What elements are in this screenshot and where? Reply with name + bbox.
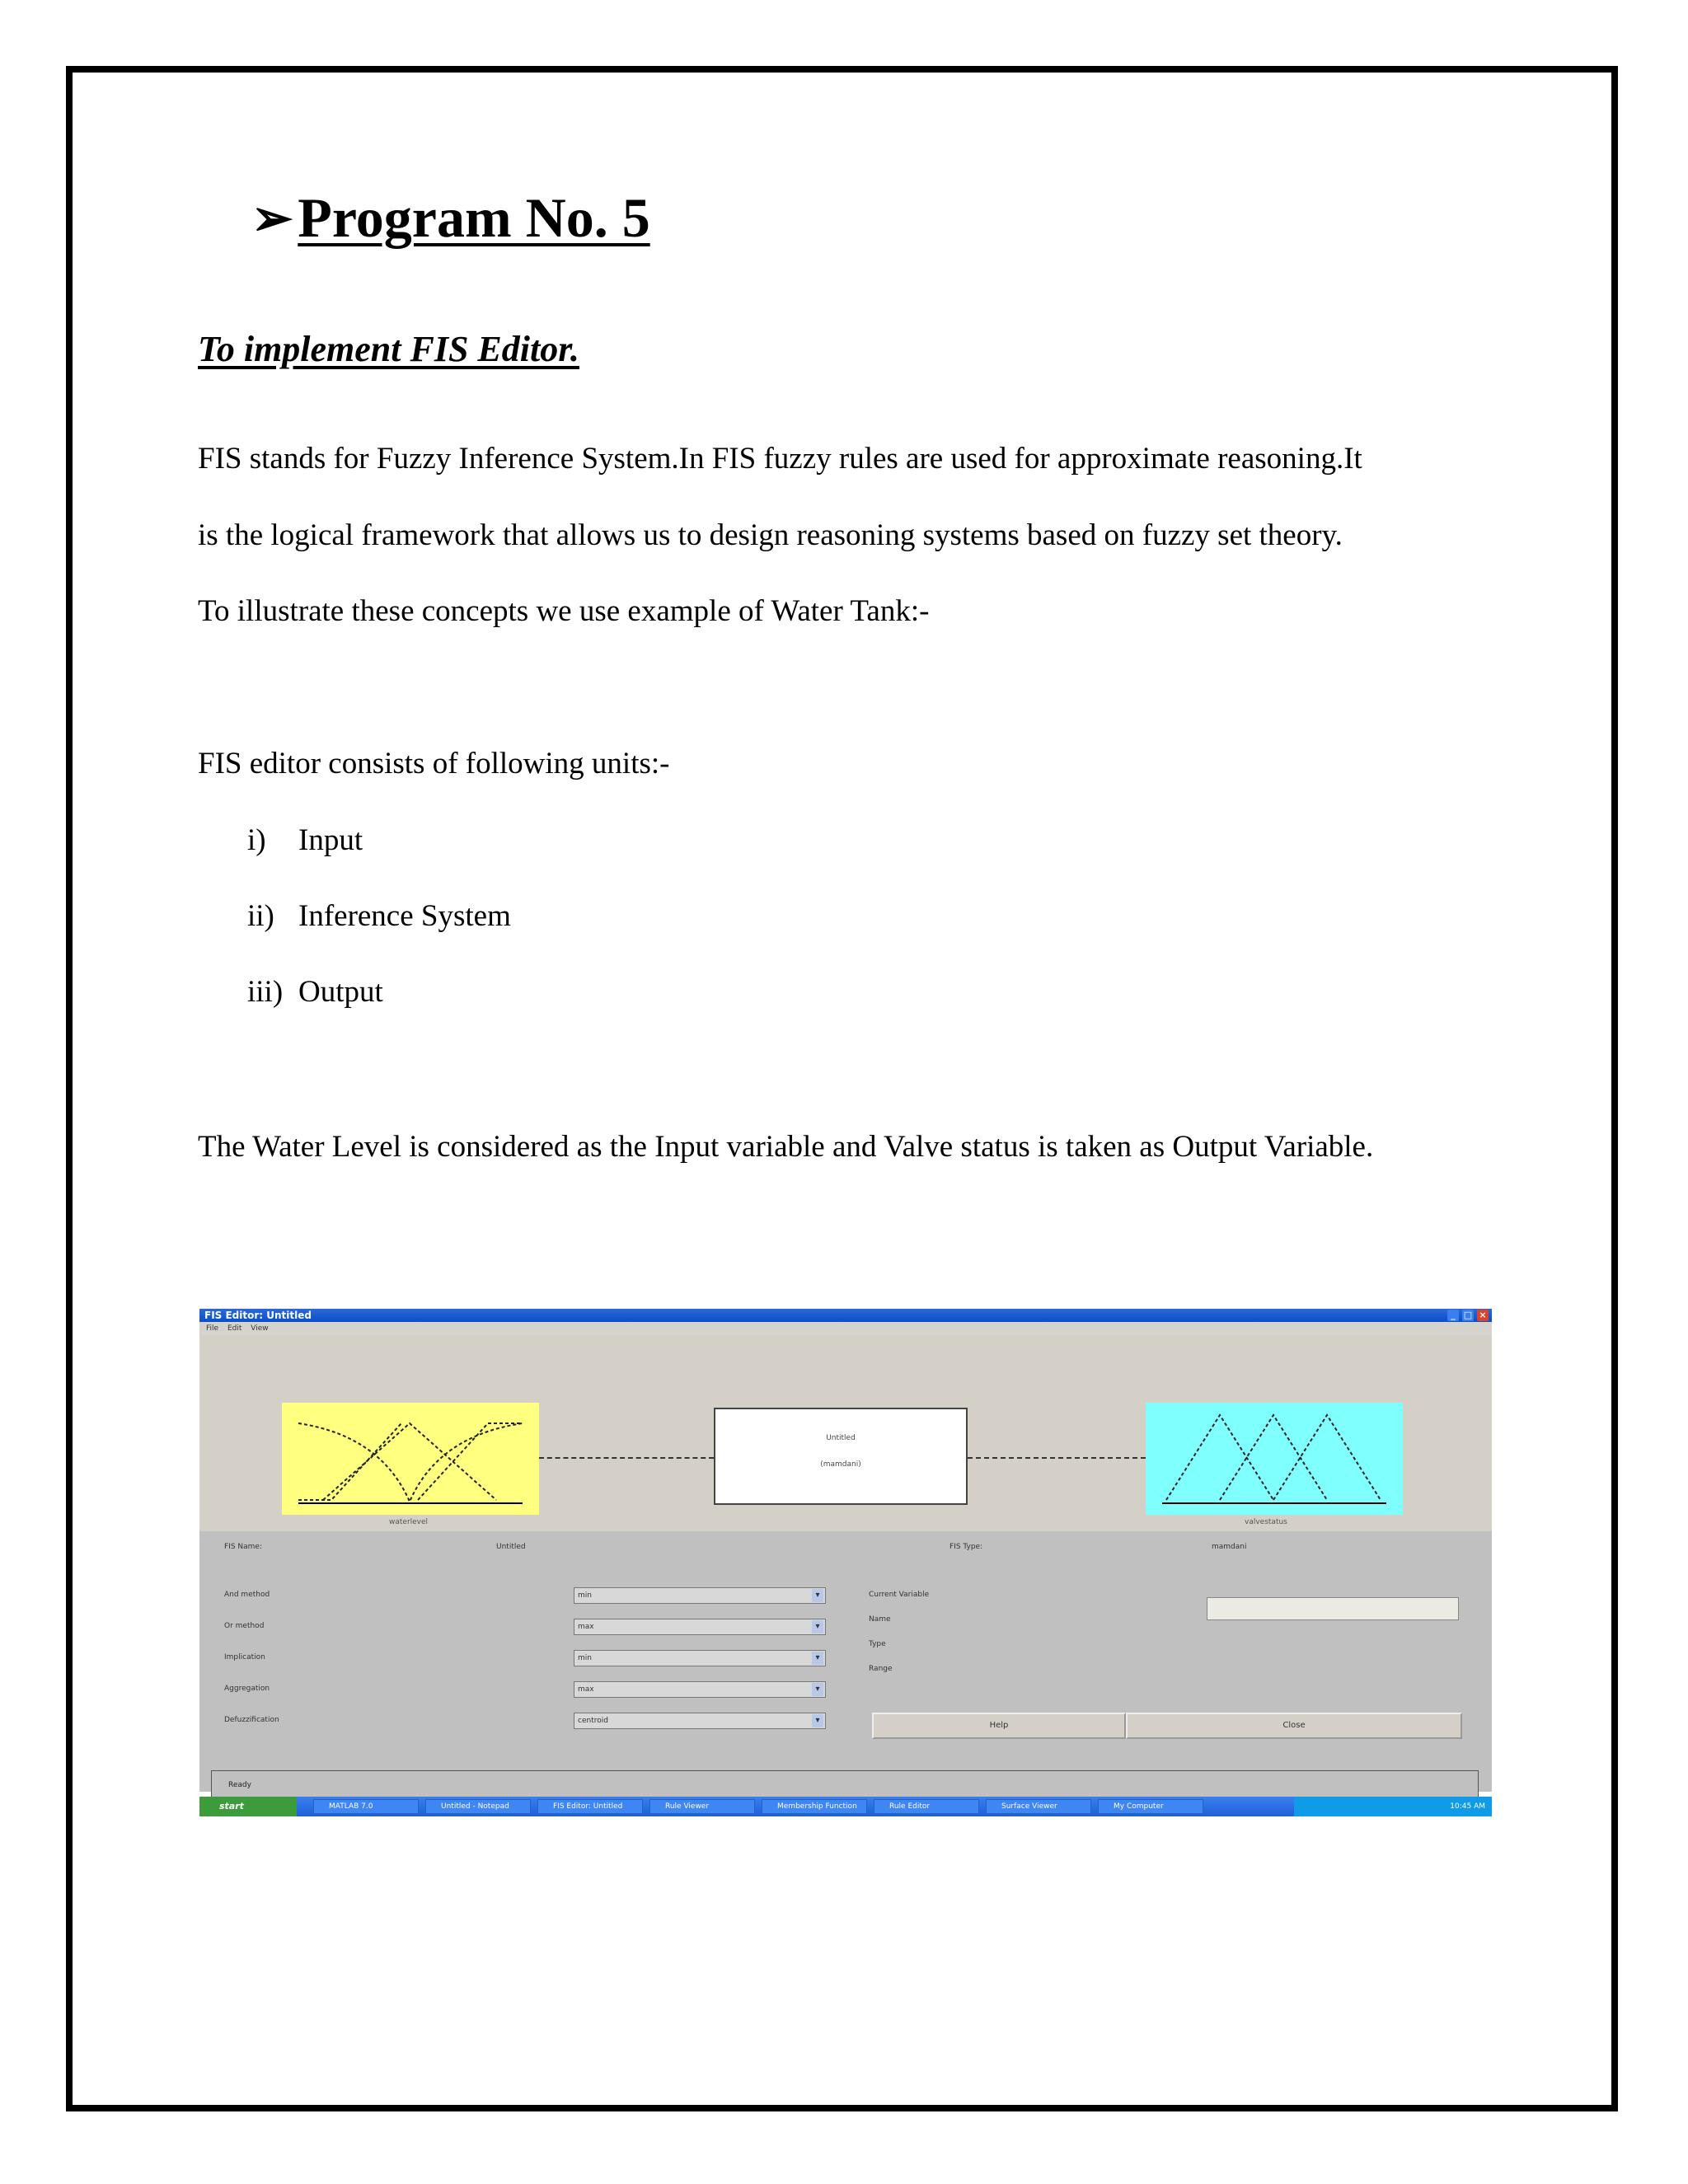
aggregation-label: Aggregation [224, 1685, 270, 1693]
list-label: Input [298, 823, 363, 857]
taskbar-item[interactable]: MATLAB 7.0 [313, 1799, 419, 1814]
windows-taskbar [199, 1797, 1492, 1816]
variable-name-field[interactable] [1207, 1597, 1459, 1620]
units-intro: FIS editor consists of following units:- [198, 747, 670, 780]
minimize-icon[interactable]: _ [1447, 1310, 1459, 1321]
list-item [247, 898, 511, 934]
status-bar: Ready [211, 1770, 1479, 1802]
window-titlebar [199, 1309, 1492, 1322]
defuzzification-dropdown[interactable]: centroid ▾ [574, 1713, 826, 1729]
input-membership-icon [282, 1403, 539, 1515]
fis-name-value: Untitled [496, 1543, 526, 1551]
output-connector [968, 1457, 1146, 1459]
taskbar-item[interactable]: My Computer [1098, 1799, 1203, 1814]
intro-line-3: To illustrate these concepts we use example of Water Tank:- [198, 594, 930, 628]
list-label: Output [298, 975, 383, 1009]
fis-diagram [199, 1335, 1492, 1531]
system-name: Untitled [826, 1434, 856, 1442]
list-item [247, 823, 363, 858]
defuzzification-label: Defuzzification [224, 1716, 279, 1724]
fis-properties-panel [199, 1531, 1492, 1792]
taskbar-item[interactable]: FIS Editor: Untitled [537, 1799, 643, 1814]
and-method-dropdown[interactable]: min ▾ [574, 1587, 826, 1604]
system-tray-clock: 10:45 AM [1294, 1797, 1492, 1816]
fis-editor-screenshot [199, 1309, 1492, 1816]
taskbar-item[interactable]: Untitled - Notepad [425, 1799, 531, 1814]
program-title: Program No. 5 [298, 186, 650, 249]
variable-type-label: Type [869, 1640, 886, 1648]
output-membership-icon [1146, 1403, 1403, 1515]
output-name-label: valvestatus [1245, 1518, 1287, 1526]
input-name-label: waterlevel [389, 1518, 429, 1526]
inference-system-box[interactable] [714, 1408, 968, 1505]
aggregation-dropdown[interactable]: max ▾ [574, 1681, 826, 1698]
program-heading [251, 185, 650, 251]
input-variable-box[interactable] [282, 1403, 539, 1515]
list-number: iii) [247, 975, 284, 1009]
list-label: Inference System [298, 899, 511, 933]
fis-type-value: mamdani [1212, 1543, 1247, 1551]
window-title: FIS Editor: Untitled [204, 1310, 312, 1321]
input-connector [539, 1457, 714, 1459]
system-type: (mamdani) [820, 1460, 861, 1469]
list-number: ii) [247, 899, 274, 933]
or-method-label: Or method [224, 1622, 265, 1630]
help-button[interactable]: Help [872, 1713, 1126, 1739]
implication-dropdown[interactable]: min ▾ [574, 1650, 826, 1666]
arrow-bullet-icon: ➢ [251, 190, 293, 246]
menu-bar [199, 1322, 1492, 1335]
intro-line-2: is the logical framework that allows us to design reasoning systems based on fuzzy set theory. [198, 518, 1343, 552]
and-method-label: And method [224, 1591, 270, 1599]
close-button[interactable]: Close [1126, 1713, 1462, 1739]
taskbar-item[interactable]: Surface Viewer [986, 1799, 1091, 1814]
aim-heading: To implement FIS Editor. [198, 329, 579, 369]
menu-file[interactable]: File [206, 1324, 219, 1333]
intro-line-1: FIS stands for Fuzzy Inference System.In FIS fuzzy rules are used for approximate reasoning.It [198, 442, 1362, 476]
taskbar-item[interactable]: Membership Function [762, 1799, 867, 1814]
menu-view[interactable]: View [251, 1324, 269, 1333]
output-variable-box[interactable] [1146, 1403, 1403, 1515]
menu-edit[interactable]: Edit [227, 1324, 242, 1333]
or-method-dropdown[interactable]: max ▾ [574, 1619, 826, 1635]
variable-name-label: Name [869, 1615, 891, 1624]
taskbar-item[interactable]: Rule Viewer [649, 1799, 755, 1814]
fis-name-label: FIS Name: [224, 1543, 262, 1551]
list-item [247, 974, 383, 1010]
conclusion: The Water Level is considered as the Input variable and Valve status is taken as Output Variable. [198, 1130, 1374, 1164]
start-button[interactable]: start [199, 1797, 297, 1816]
list-number: i) [247, 823, 266, 857]
taskbar-item[interactable]: Rule Editor [874, 1799, 979, 1814]
variable-range-label: Range [869, 1665, 893, 1673]
fis-type-label: FIS Type: [950, 1543, 983, 1551]
current-variable-label: Current Variable [869, 1591, 930, 1599]
implication-label: Implication [224, 1653, 265, 1661]
maximize-icon[interactable]: □ [1463, 1310, 1473, 1320]
close-icon[interactable]: × [1477, 1310, 1489, 1321]
